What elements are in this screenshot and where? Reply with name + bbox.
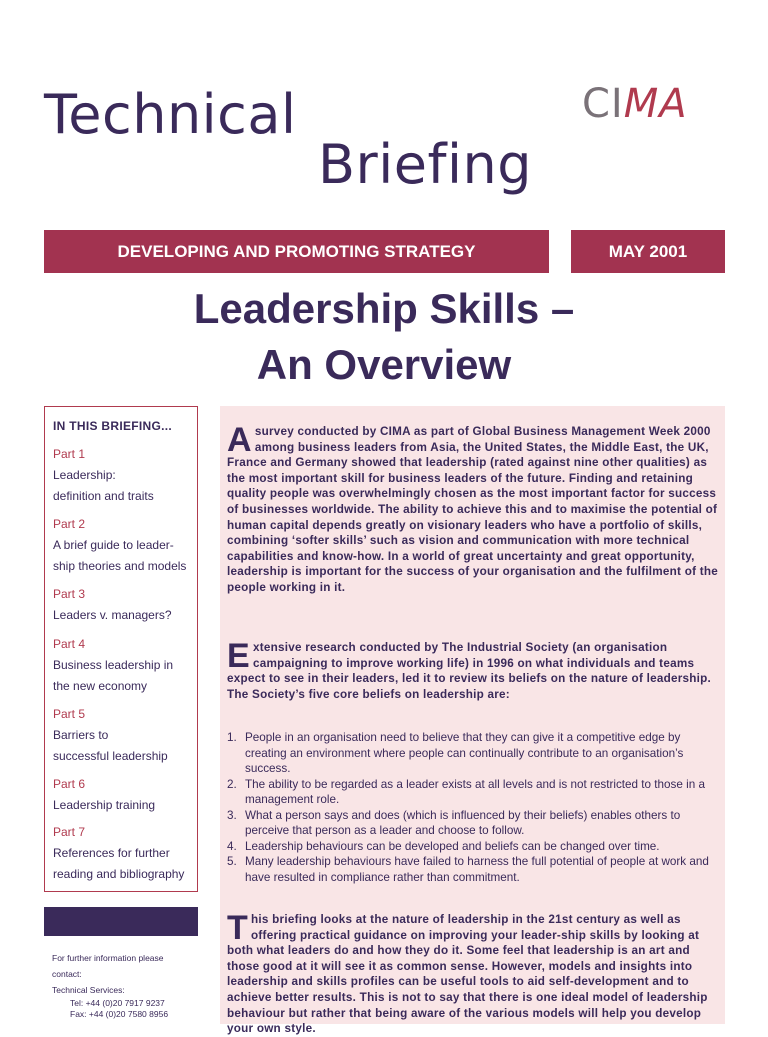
logo-text-ci: CI: [582, 81, 624, 127]
toc-item-part-1[interactable]: [53, 444, 195, 507]
list-item: 1. People in an organisation need to believe that they can give it a competitive edge by creating an environment where people can continually contribute to an organisation’s success.: [227, 731, 684, 775]
contact-line-3: Technical Services:: [52, 985, 125, 995]
toc-part-desc: Leadership: definition and traits: [53, 468, 154, 503]
contact-divider-bar: [44, 907, 198, 936]
content-panel: [220, 406, 725, 1036]
page-title-line2: An Overview: [256, 341, 512, 388]
list-item: 4. Leadership behaviours can be developed and beliefs can be changed over time.: [227, 839, 660, 853]
cima-logo: [582, 80, 718, 128]
title-technical: Technical: [44, 83, 297, 146]
toc-part-desc: Leaders v. managers?: [53, 608, 172, 622]
toc-part-desc: A brief guide to leader- ship theories and models: [53, 538, 187, 573]
toc-part-desc: References for further reading and bibliography: [53, 846, 185, 881]
logo-text-ma: MA: [623, 81, 688, 127]
toc-item-part-6[interactable]: [53, 774, 195, 816]
toc-part-desc: Leadership training: [53, 798, 156, 812]
list-item: 3. What a person says and does (which is influenced by their beliefs) enables others to perceive that person as a leader and choose to follow.: [227, 808, 681, 837]
contact-fax: Fax: +44 (0)20 7580 8956: [70, 1009, 169, 1019]
topic-banner: DEVELOPING AND PROMOTING STRATEGY: [44, 230, 549, 273]
toc-item-part-4[interactable]: [53, 634, 195, 697]
toc-heading: IN THIS BRIEFING...: [53, 419, 173, 433]
toc-item-part-5[interactable]: [53, 704, 195, 767]
contact-line-2: contact:: [52, 969, 82, 979]
research-paragraph: [227, 637, 719, 702]
toc-part-label: Part 6: [53, 777, 86, 791]
date-banner: MAY 2001: [571, 230, 725, 273]
toc-part-label: Part 3: [53, 587, 86, 601]
list-item: 5. Many leadership behaviours have failed to harness the full potential of people at work and have resulted in compliance rather than commitment.: [227, 855, 709, 884]
toc-part-label: Part 2: [53, 517, 86, 531]
drop-cap-e: E: [227, 637, 250, 675]
title-briefing: Briefing: [318, 133, 532, 196]
intro-paragraph-text: survey conducted by CIMA as part of Global Business Management Week 2000 among business leaders from Asia, the United States, the Middle East, the UK, France and Germany showed that leadership (rated against nine other qualities) as the most important skill for business leaders of the future. Finding and retaining quality people was overwhelmingly chosen as the most important factor for success of businesses worldwide. The ability to achieve this and to maximise the potential of human capital depends greatly on visionary leaders who have a portfolio of skills, combining ‘softer skills’ such as vision and communication with more technical capabilities and know-how. In a world of great uncertainty and great opportunity, leadership is important for the success of your organisation and the fulfilment of the people working in it.: [227, 425, 719, 594]
intro-paragraph: [227, 421, 719, 596]
list-item: 2. The ability to be regarded as a leader exists at all levels and is not restricted to those in a management role.: [227, 777, 705, 806]
briefing-paragraph-text: his briefing looks at the nature of leadership in the 21st century as well as offering practical guidance on improving your leader-ship skills by looking at both what leaders do and how they do it. Some feel that leadership is an art and those good at it will see it as common sense. However, models and insights into leadership and skills profiles can be useful tools to aid self-development and to achieve better results. This is not to say that there is one ideal model of leadership behaviour but rather that being aware of the various models will help you develop your own style.: [227, 913, 708, 1036]
toc-part-desc: Business leadership in the new economy: [53, 658, 174, 693]
toc-item-part-7[interactable]: [53, 822, 195, 885]
briefing-paragraph: [227, 909, 719, 1037]
contact-tel: Tel: +44 (0)20 7917 9237: [70, 998, 165, 1008]
contact-line-1: For further information please: [52, 953, 164, 963]
toc-part-label: Part 7: [53, 825, 86, 839]
toc-item-part-3[interactable]: [53, 584, 195, 626]
toc-box: [44, 406, 198, 892]
page-title: [44, 281, 724, 393]
toc-part-label: Part 4: [53, 637, 86, 651]
contact-info: [52, 950, 202, 1020]
drop-cap-a: A: [227, 421, 252, 459]
drop-cap-t: T: [227, 909, 249, 947]
core-beliefs-list: [227, 730, 719, 885]
page-title-line1: Leadership Skills –: [193, 285, 575, 332]
toc-part-label: Part 1: [53, 447, 86, 461]
toc-part-desc: Barriers to successful leadership: [53, 728, 168, 763]
toc-item-part-2[interactable]: [53, 514, 195, 577]
toc-part-label: Part 5: [53, 707, 86, 721]
research-paragraph-text: xtensive research conducted by The Industrial Society (an organisation campaigning to improve working life) in 1996 on what individuals and teams expect to see in their leaders, led it to review its beliefs on the nature of leadership. The Society’s five core beliefs on leadership are:: [227, 641, 712, 701]
